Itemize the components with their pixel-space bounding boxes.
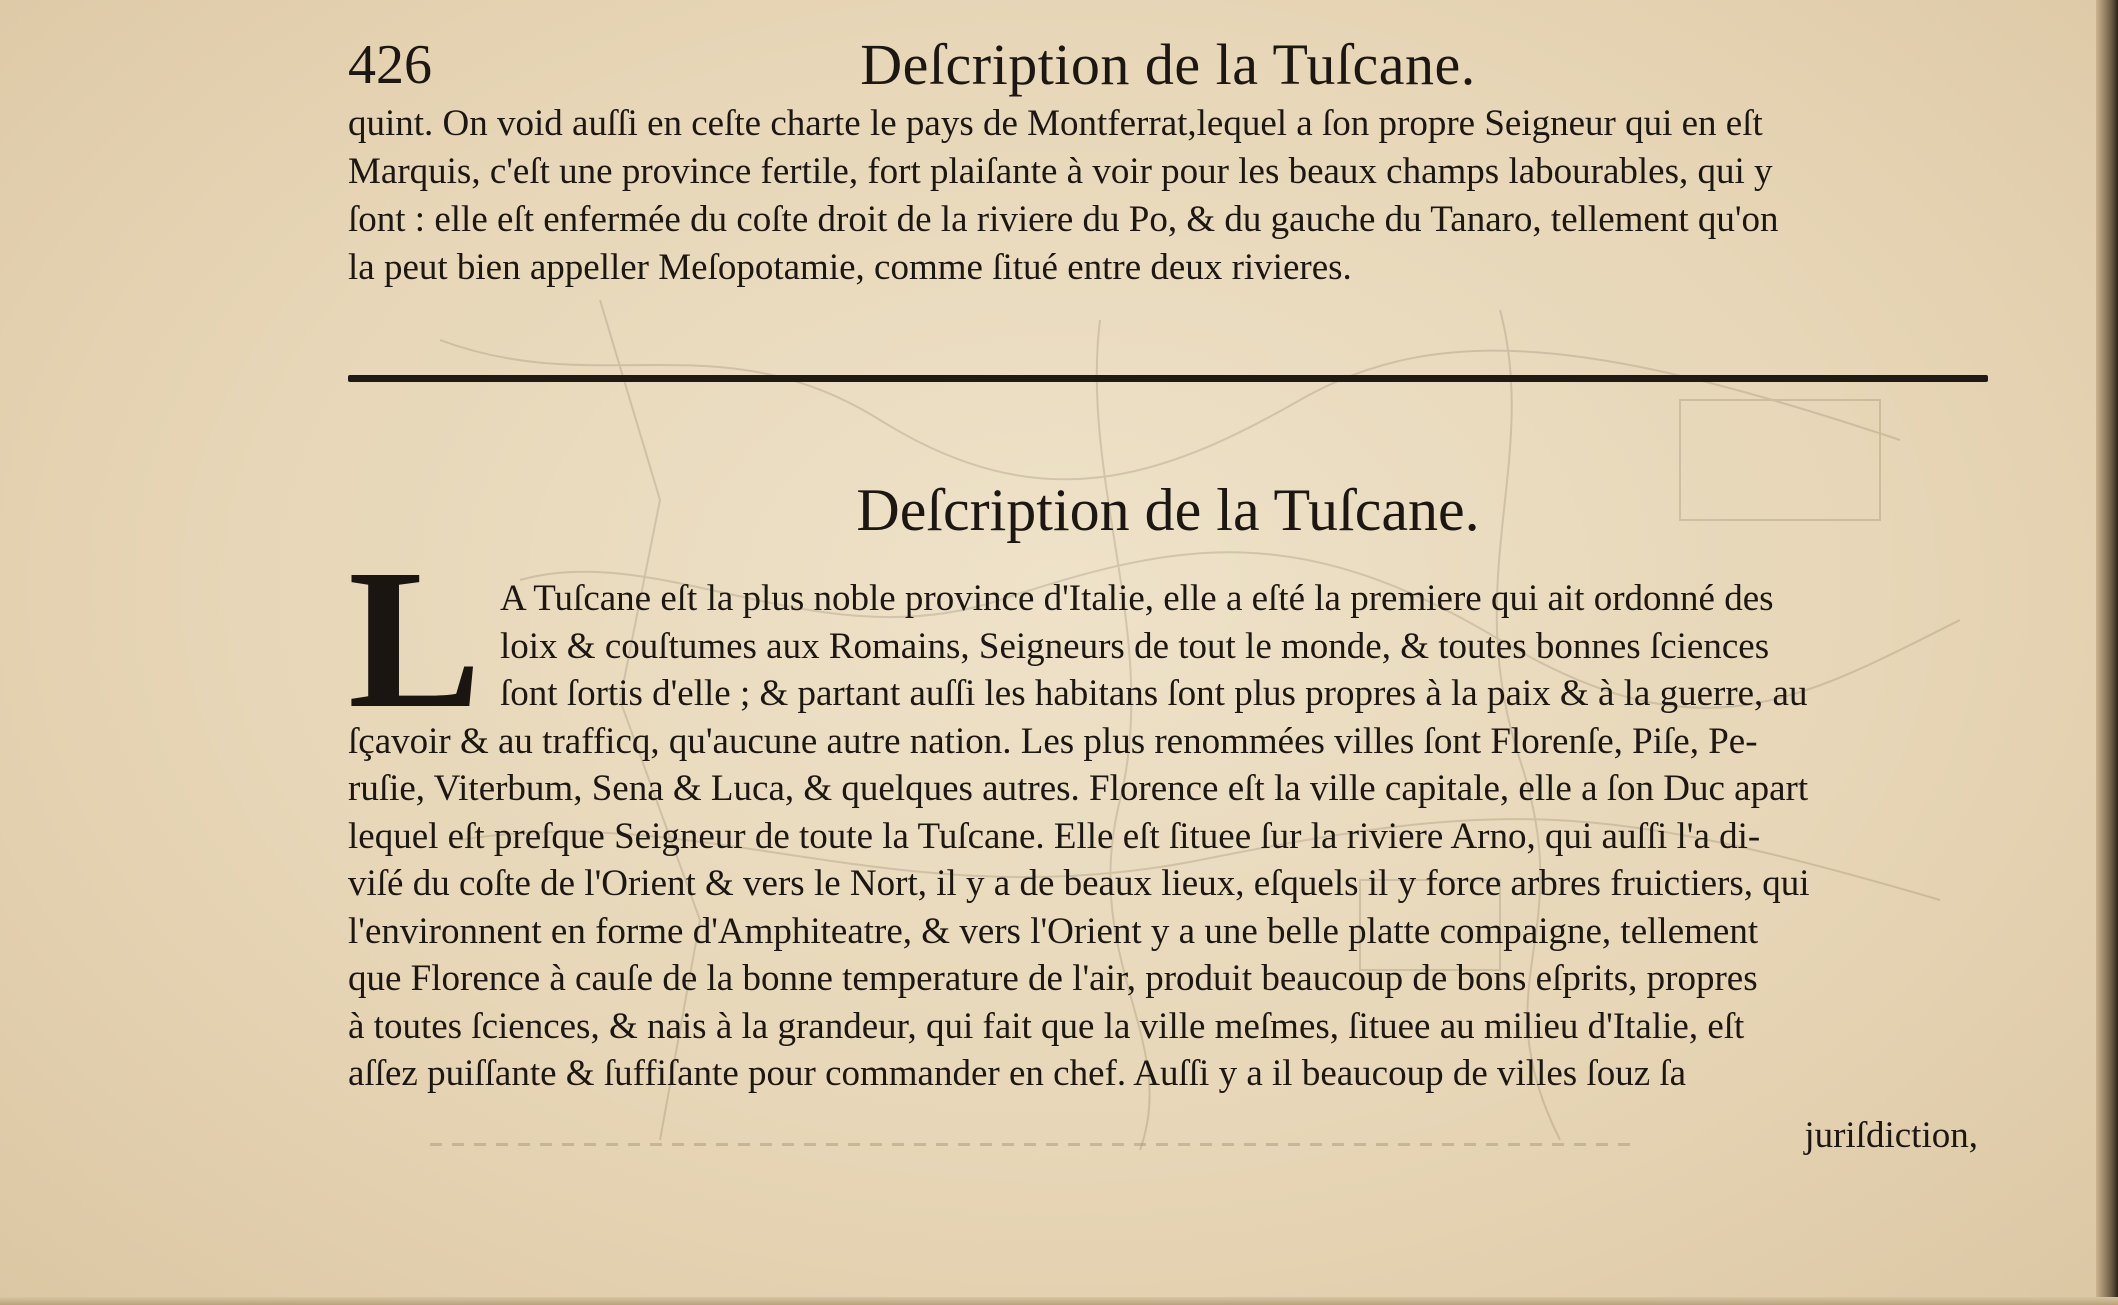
page-number: 426 [348,34,432,96]
page-bottom-edge [0,1297,2118,1305]
drop-cap-initial: L [348,529,482,750]
text-line: la peut bien appeller Meſopotamie, comme ſitué entre deux rivieres. [348,247,1352,288]
show-through-dashed-line [430,1143,1630,1146]
text-line: viſé du coſte de l'Orient & vers le Nort, il y a de beaux lieux, eſquels il y force arbres fruictiers, qui [348,863,1810,904]
text-line: Marquis, c'eſt une province fertile, fort plaiſante à voir pour les beaux champs labourables, qui y [348,151,1773,192]
page-binding-edge [2096,0,2118,1305]
text-line: ſont : elle eſt enfermée du coſte droit de la riviere du Po, & du gauche du Tanaro, tellement qu'on [348,199,1779,240]
text-line: lequel eſt preſque Seigneur de toute la Tuſcane. Elle eſt ſituee ſur la riviere Arno, qui auſſi l'a di- [348,815,1761,857]
text-line: l'environnent en forme d'Amphiteatre, & vers l'Orient y a une belle platte compaigne, tellement [348,910,1759,952]
text-line: ſont ſortis d'elle ; & partant auſſi les habitans ſont plus propres à la paix & à la guerre, au [500,673,1808,714]
text-line: A Tuſcane eſt la plus noble province d'Italie, elle a eſté la premiere qui ait ordonné des [500,578,1774,619]
text-line: loix & couſtumes aux Romains, Seigneurs de tout le monde, & toutes bonnes ſciences [500,625,1770,667]
text-line: à toutes ſciences, & nais à la grandeur, qui fait que la ville meſmes, ſituee au milieu d'Italie, eſt [348,1005,1745,1047]
section-divider-rule [348,375,1988,382]
section-title: Deſcription de la Tuſcane. [856,477,1480,543]
section-body-text [348,575,1988,1098]
text-line: ſçavoir & au trafficq, qu'aucune autre nation. Les plus renommées villes ſont Florenſe, Piſe, Pe- [348,720,1758,762]
text-line: ruſie, Viterbum, Sena & Luca, & quelques autres. Florence eſt la ville capitale, elle a ſon Duc apart [348,768,1809,809]
text-line: quint. On void auſſi en ceſte charte le pays de Montferrat,lequel a ſon propre Seigneur qui en eſt [348,103,1763,144]
text-line: que Florence à cauſe de la bonne temperature de l'air, produit beaucoup de bons eſprits, propres [348,958,1758,999]
page-header [348,30,1988,110]
running-title: Deſcription de la Tuſcane. [860,32,1476,97]
previous-section-text [348,100,1988,292]
text-line: aſſez puiſſante & ſuffiſante pour commander en chef. Auſſi y a il beaucoup de villes ſouz ſa [348,1053,1687,1094]
catchword: juriſdiction, [1804,1115,1978,1156]
